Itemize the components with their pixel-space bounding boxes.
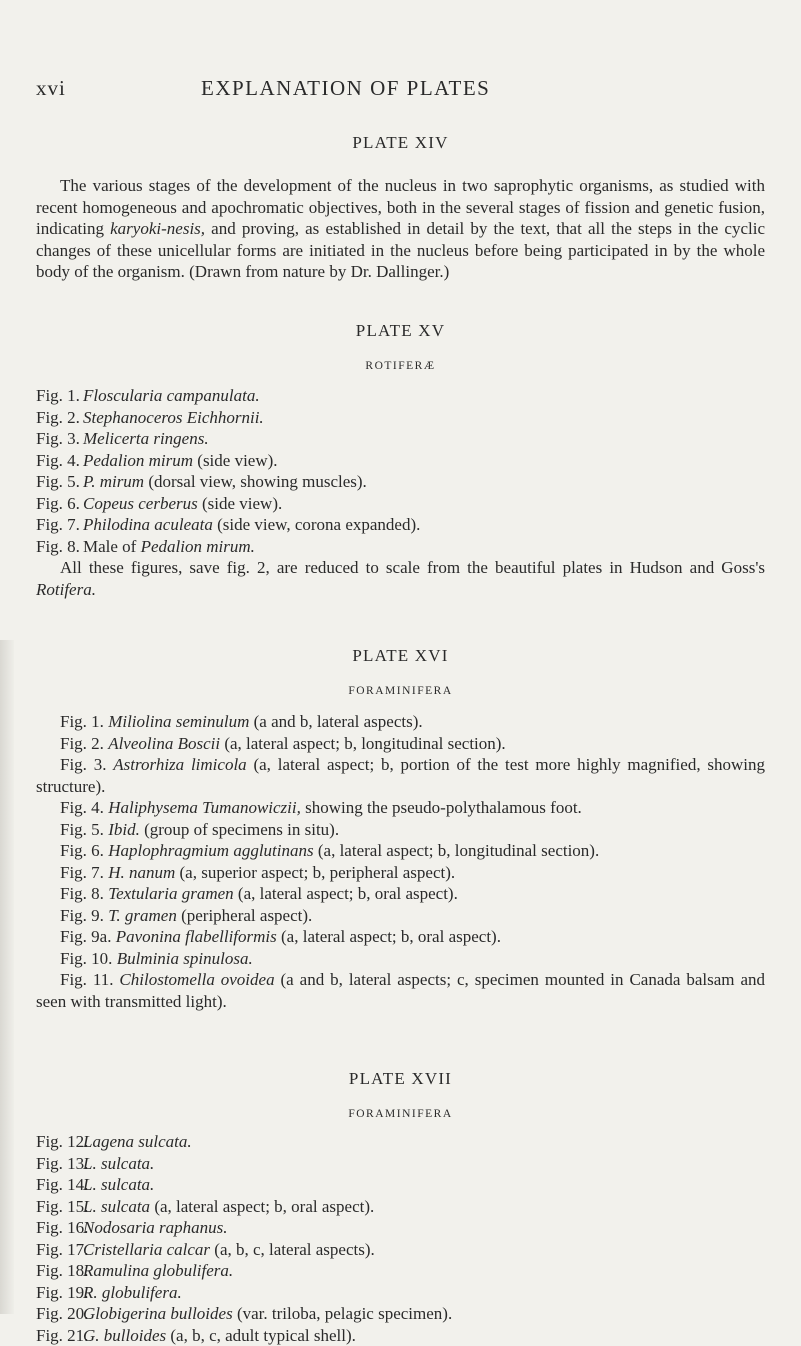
plate-xiv-description <box>36 175 765 283</box>
plate-xvi-subtitle: FORAMINIFERA <box>0 685 801 697</box>
figure-entry: Fig. 1. Miliolina seminulum (a and b, lateral aspects). <box>36 711 765 733</box>
page-number: xvi <box>36 76 66 101</box>
plate-xiv-text-2: and proving, as established in detail by the text, that all the steps in the cyclic changes of these unicellular forms are initiated in the nucleus before being participated in by the whole body of the organism. (Drawn from nature by Dr. Dallinger.) <box>36 219 765 281</box>
plate-xv-subtitle: ROTIFERÆ <box>0 360 801 372</box>
figure-entry: Fig. 4. Haliphysema Tumanowiczii, showing the pseudo-polythalamous foot. <box>36 797 765 819</box>
figure-entry: Fig. 7. H. nanum (a, superior aspect; b, peripheral aspect). <box>36 862 765 884</box>
plate-xvii-subtitle: FORAMINIFERA <box>0 1108 801 1120</box>
plate-xiv-title: PLATE XIV <box>0 133 801 153</box>
figure-entry: Fig. 13.L. sulcata. <box>36 1153 765 1175</box>
figure-entry: Fig. 9. T. gramen (peripheral aspect). <box>36 905 765 927</box>
figure-entry: Fig. 8. Textularia gramen (a, lateral aspect; b, oral aspect). <box>36 883 765 905</box>
figure-entry: Fig. 6. Haplophragmium agglutinans (a, lateral aspect; b, longitudinal section). <box>36 840 765 862</box>
page-heading: EXPLANATION OF PLATES <box>201 76 490 101</box>
figure-entry: Fig. 4. Pedalion mirum (side view). <box>36 450 765 472</box>
plate-xiv-text-1: The various stages of the development of the nucleus in two saprophytic organisms, as studied with recent homogeneous and apochromatic objectives, both in the several stages of fission and genetic fusion, indicating <box>36 176 765 238</box>
figure-entry: Fig. 1. Floscularia campanulata. <box>36 385 765 407</box>
plate-xiv-italic-term: karyoki-nesis, <box>110 219 205 238</box>
figure-entry: Fig. 3. Melicerta ringens. <box>36 428 765 450</box>
figure-entry: Fig. 17.Cristellaria calcar (a, b, c, lateral aspects). <box>36 1239 765 1261</box>
plate-xvi-title: PLATE XVI <box>0 646 801 666</box>
figure-entry: Fig. 11. Chilostomella ovoidea (a and b, lateral aspects; c, specimen mounted in Canada balsam and seen with transmitted light). <box>36 969 765 1012</box>
binding-shadow <box>0 640 14 1314</box>
plate-xv-note: All these figures, save fig. 2, are reduced to scale from the beautiful plates in Hudson and Goss's Rotifera. <box>36 557 765 600</box>
figure-entry: Fig. 5. Ibid. (group of specimens in situ). <box>36 819 765 841</box>
plate-xv-figure-list <box>36 385 765 600</box>
figure-entry: Fig. 2. Alveolina Boscii (a, lateral aspect; b, longitudinal section). <box>36 733 765 755</box>
plate-xvii-title: PLATE XVII <box>0 1069 801 1089</box>
figure-entry: Fig. 12.Lagena sulcata. <box>36 1131 765 1153</box>
figure-entry: Fig. 21.G. bulloides (a, b, c, adult typical shell). <box>36 1325 765 1346</box>
plate-xv-title: PLATE XV <box>0 321 801 341</box>
figure-entry: Fig. 19.R. globulifera. <box>36 1282 765 1304</box>
figure-entry: Fig. 9a. Pavonina flabelliformis (a, lateral aspect; b, oral aspect). <box>36 926 765 948</box>
figure-entry: Fig. 2. Stephanoceros Eichhornii. <box>36 407 765 429</box>
plate-xvi-figure-list <box>36 711 765 1012</box>
running-head <box>36 76 765 108</box>
figure-entry: Fig. 14.L. sulcata. <box>36 1174 765 1196</box>
figure-entry: Fig. 3. Astrorhiza limicola (a, lateral aspect; b, portion of the test more highly magnified, showing structure). <box>36 754 765 797</box>
figure-entry: Fig. 10. Bulminia spinulosa. <box>36 948 765 970</box>
figure-entry: Fig. 7. Philodina aculeata (side view, corona expanded). <box>36 514 765 536</box>
figure-entry: Fig. 6. Copeus cerberus (side view). <box>36 493 765 515</box>
figure-entry: Fig. 18.Ramulina globulifera. <box>36 1260 765 1282</box>
figure-entry: Fig. 20.Globigerina bulloides (var. triloba, pelagic specimen). <box>36 1303 765 1325</box>
figure-entry: Fig. 16.Nodosaria raphanus. <box>36 1217 765 1239</box>
figure-entry: Fig. 5. P. mirum (dorsal view, showing muscles). <box>36 471 765 493</box>
figure-entry: Fig. 15.L. sulcata (a, lateral aspect; b, oral aspect). <box>36 1196 765 1218</box>
figure-entry: Fig. 8. Male of Pedalion mirum. <box>36 536 765 558</box>
